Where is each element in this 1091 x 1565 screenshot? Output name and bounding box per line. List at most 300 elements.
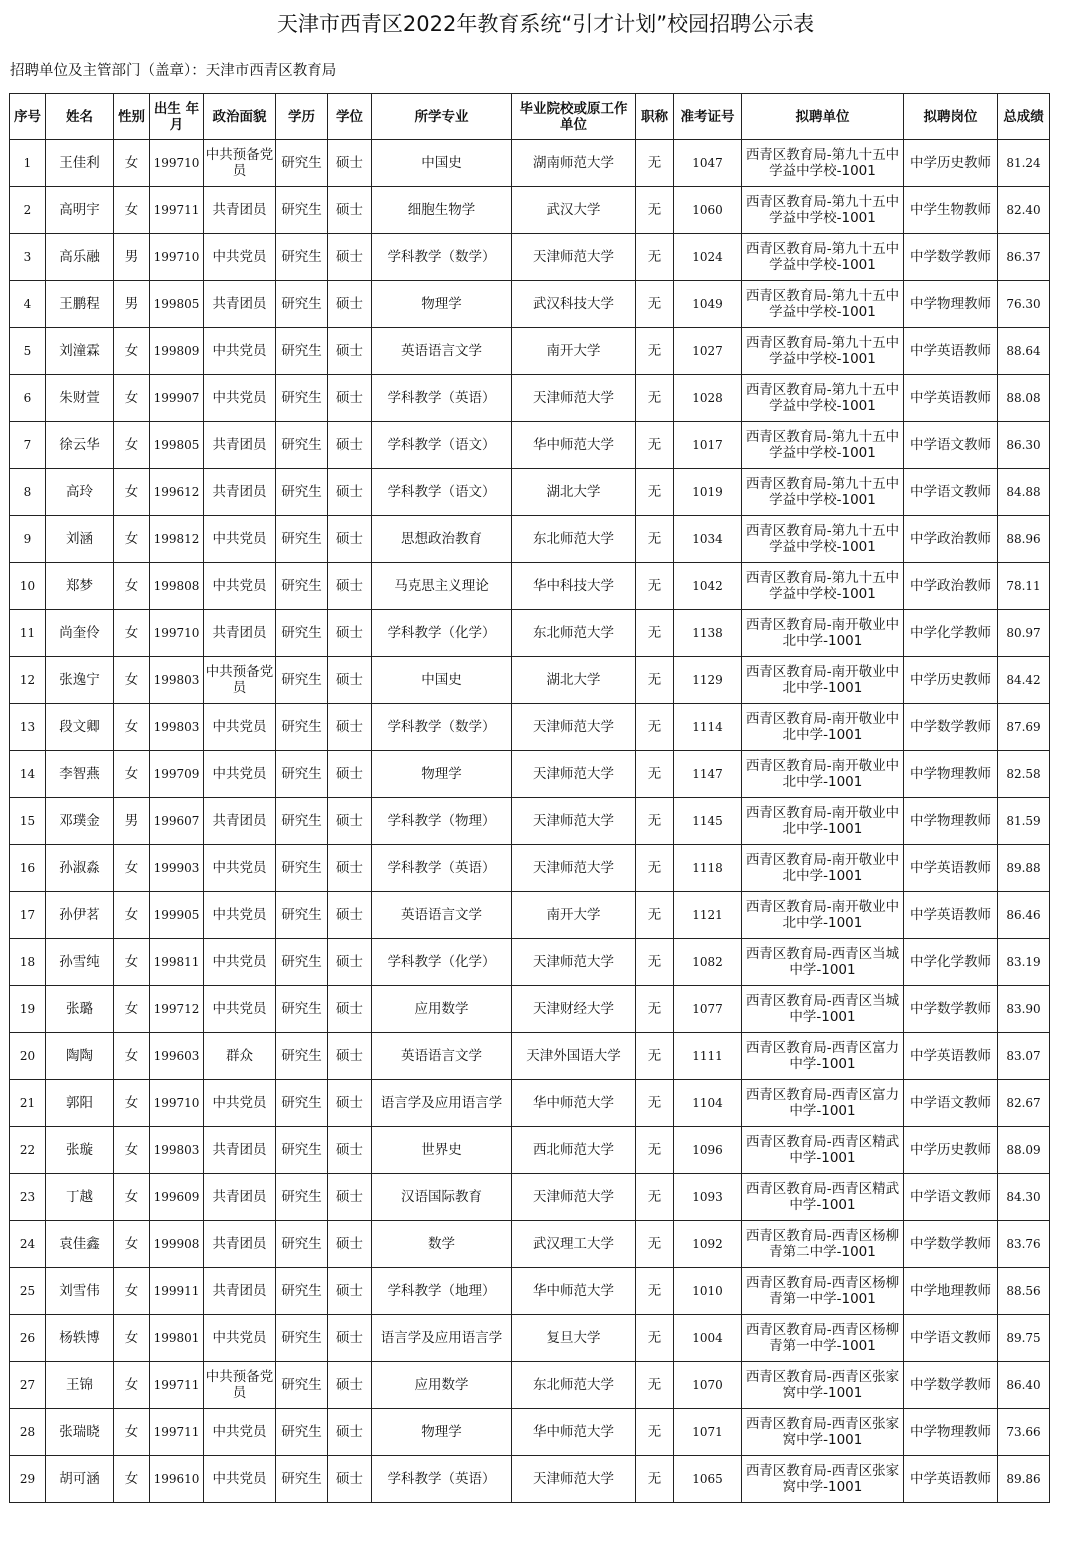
cell-gender: 女 [114,516,150,563]
header-cell: 所学专业 [372,94,512,140]
cell-political-status: 中共党员 [204,328,276,375]
cell-position: 中学数学教师 [904,986,998,1033]
cell-position: 中学历史教师 [904,657,998,704]
header-cell: 学位 [328,94,372,140]
cell-exam-number: 1093 [674,1174,742,1221]
cell-degree: 硕士 [328,234,372,281]
cell-political-status: 群众 [204,1033,276,1080]
cell-degree: 硕士 [328,375,372,422]
cell-name: 刘涵 [46,516,114,563]
cell-index: 4 [10,281,46,328]
header-cell: 姓名 [46,94,114,140]
cell-major: 学科教学（英语） [372,1456,512,1503]
table-row [10,892,1050,939]
cell-exam-number: 1111 [674,1033,742,1080]
recruiting-unit-line: 招聘单位及主管部门（盖章）：天津市西青区教育局 [10,63,337,79]
cell-title: 无 [636,657,674,704]
cell-title: 无 [636,187,674,234]
table-row [10,1456,1050,1503]
cell-degree: 硕士 [328,187,372,234]
cell-score: 83.90 [998,986,1050,1033]
cell-hiring-unit: 西青区教育局-西青区富力中学-1001 [742,1080,904,1127]
cell-score: 81.59 [998,798,1050,845]
cell-score: 76.30 [998,281,1050,328]
table-row [10,281,1050,328]
cell-index: 24 [10,1221,46,1268]
cell-school: 天津师范大学 [512,845,636,892]
cell-birth: 199610 [150,1456,204,1503]
cell-index: 29 [10,1456,46,1503]
cell-gender: 女 [114,1315,150,1362]
cell-education: 研究生 [276,1127,328,1174]
cell-title: 无 [636,1174,674,1221]
cell-birth: 199809 [150,328,204,375]
cell-gender: 女 [114,939,150,986]
cell-major: 中国史 [372,657,512,704]
cell-score: 82.58 [998,751,1050,798]
cell-score: 84.88 [998,469,1050,516]
page-title: 天津市西青区2022年教育系统“引才计划”校园招聘公示表 [276,12,815,36]
cell-degree: 硕士 [328,1268,372,1315]
cell-education: 研究生 [276,1174,328,1221]
cell-degree: 硕士 [328,1315,372,1362]
cell-gender: 男 [114,798,150,845]
table-row [10,610,1050,657]
cell-degree: 硕士 [328,328,372,375]
cell-school: 西北师范大学 [512,1127,636,1174]
cell-birth: 199805 [150,281,204,328]
cell-birth: 199609 [150,1174,204,1221]
cell-title: 无 [636,516,674,563]
cell-major: 细胞生物学 [372,187,512,234]
cell-degree: 硕士 [328,422,372,469]
cell-hiring-unit: 西青区教育局-南开敬业中北中学-1001 [742,704,904,751]
cell-position: 中学英语教师 [904,892,998,939]
cell-birth: 199803 [150,704,204,751]
table-row [10,1315,1050,1362]
cell-political-status: 共青团员 [204,469,276,516]
header-cell: 出生 年月 [150,94,204,140]
cell-name: 高玲 [46,469,114,516]
cell-index: 20 [10,1033,46,1080]
cell-birth: 199709 [150,751,204,798]
cell-political-status: 中共党员 [204,845,276,892]
cell-name: 高乐融 [46,234,114,281]
cell-political-status: 共青团员 [204,281,276,328]
cell-title: 无 [636,1409,674,1456]
cell-education: 研究生 [276,751,328,798]
cell-school: 武汉大学 [512,187,636,234]
cell-education: 研究生 [276,1362,328,1409]
cell-hiring-unit: 西青区教育局-南开敬业中北中学-1001 [742,657,904,704]
cell-title: 无 [636,986,674,1033]
cell-score: 83.07 [998,1033,1050,1080]
cell-name: 高明宇 [46,187,114,234]
header-cell: 毕业院校或原工作单位 [512,94,636,140]
cell-major: 学科教学（语文） [372,422,512,469]
cell-gender: 女 [114,892,150,939]
table-row [10,140,1050,187]
cell-name: 张璐 [46,986,114,1033]
cell-degree: 硕士 [328,1080,372,1127]
cell-birth: 199803 [150,657,204,704]
cell-exam-number: 1065 [674,1456,742,1503]
table-body [10,140,1050,1503]
cell-name: 邓璞金 [46,798,114,845]
cell-degree: 硕士 [328,986,372,1033]
cell-exam-number: 1118 [674,845,742,892]
cell-index: 27 [10,1362,46,1409]
cell-education: 研究生 [276,657,328,704]
table-row [10,798,1050,845]
cell-hiring-unit: 西青区教育局-南开敬业中北中学-1001 [742,892,904,939]
cell-political-status: 中共党员 [204,1080,276,1127]
cell-school: 湖北大学 [512,469,636,516]
cell-gender: 男 [114,281,150,328]
cell-score: 73.66 [998,1409,1050,1456]
cell-major: 英语语言文学 [372,1033,512,1080]
cell-school: 天津师范大学 [512,234,636,281]
cell-exam-number: 1049 [674,281,742,328]
cell-hiring-unit: 西青区教育局-第九十五中学益中学校-1001 [742,422,904,469]
cell-position: 中学物理教师 [904,798,998,845]
cell-gender: 女 [114,1221,150,1268]
cell-birth: 199710 [150,234,204,281]
cell-name: 刘潼霖 [46,328,114,375]
header-cell: 准考证号 [674,94,742,140]
cell-degree: 硕士 [328,281,372,328]
cell-name: 王鹏程 [46,281,114,328]
cell-name: 段文卿 [46,704,114,751]
cell-score: 89.86 [998,1456,1050,1503]
cell-name: 尚奎伶 [46,610,114,657]
cell-school: 天津师范大学 [512,798,636,845]
cell-hiring-unit: 西青区教育局-第九十五中学益中学校-1001 [742,140,904,187]
cell-name: 杨轶博 [46,1315,114,1362]
cell-gender: 女 [114,610,150,657]
cell-education: 研究生 [276,281,328,328]
cell-birth: 199710 [150,140,204,187]
cell-hiring-unit: 西青区教育局-第九十五中学益中学校-1001 [742,281,904,328]
cell-name: 李智燕 [46,751,114,798]
cell-exam-number: 1082 [674,939,742,986]
cell-name: 郭阳 [46,1080,114,1127]
table-row [10,187,1050,234]
cell-index: 18 [10,939,46,986]
cell-birth: 199911 [150,1268,204,1315]
cell-school: 华中师范大学 [512,1409,636,1456]
cell-position: 中学语文教师 [904,1174,998,1221]
cell-school: 武汉科技大学 [512,281,636,328]
cell-position: 中学英语教师 [904,328,998,375]
cell-name: 丁越 [46,1174,114,1221]
cell-index: 1 [10,140,46,187]
cell-gender: 女 [114,1268,150,1315]
cell-index: 19 [10,986,46,1033]
cell-score: 86.30 [998,422,1050,469]
cell-position: 中学英语教师 [904,845,998,892]
cell-school: 天津师范大学 [512,751,636,798]
cell-gender: 女 [114,751,150,798]
cell-school: 天津师范大学 [512,1174,636,1221]
cell-political-status: 中共党员 [204,892,276,939]
cell-birth: 199711 [150,1409,204,1456]
cell-education: 研究生 [276,892,328,939]
cell-political-status: 共青团员 [204,187,276,234]
cell-hiring-unit: 西青区教育局-南开敬业中北中学-1001 [742,610,904,657]
cell-degree: 硕士 [328,798,372,845]
cell-position: 中学语文教师 [904,422,998,469]
cell-score: 84.42 [998,657,1050,704]
cell-political-status: 中共党员 [204,1456,276,1503]
cell-degree: 硕士 [328,939,372,986]
cell-birth: 199801 [150,1315,204,1362]
cell-school: 南开大学 [512,328,636,375]
cell-political-status: 中共党员 [204,1315,276,1362]
cell-score: 84.30 [998,1174,1050,1221]
cell-school: 湖北大学 [512,657,636,704]
cell-school: 天津外国语大学 [512,1033,636,1080]
cell-education: 研究生 [276,610,328,657]
cell-school: 东北师范大学 [512,1362,636,1409]
cell-score: 86.40 [998,1362,1050,1409]
cell-exam-number: 1070 [674,1362,742,1409]
cell-name: 王锦 [46,1362,114,1409]
cell-degree: 硕士 [328,1456,372,1503]
header-row [10,94,1050,140]
cell-exam-number: 1104 [674,1080,742,1127]
cell-political-status: 中共党员 [204,704,276,751]
cell-index: 3 [10,234,46,281]
cell-school: 复旦大学 [512,1315,636,1362]
cell-degree: 硕士 [328,1174,372,1221]
table-row [10,1221,1050,1268]
cell-name: 陶陶 [46,1033,114,1080]
cell-hiring-unit: 西青区教育局-西青区张家窝中学-1001 [742,1362,904,1409]
cell-gender: 男 [114,234,150,281]
cell-exam-number: 1027 [674,328,742,375]
cell-position: 中学数学教师 [904,1362,998,1409]
cell-major: 学科教学（地理） [372,1268,512,1315]
cell-education: 研究生 [276,563,328,610]
cell-index: 22 [10,1127,46,1174]
cell-title: 无 [636,751,674,798]
cell-major: 学科教学（语文） [372,469,512,516]
cell-position: 中学语文教师 [904,469,998,516]
cell-exam-number: 1060 [674,187,742,234]
cell-political-status: 共青团员 [204,610,276,657]
cell-school: 武汉理工大学 [512,1221,636,1268]
cell-position: 中学物理教师 [904,1409,998,1456]
cell-position: 中学数学教师 [904,234,998,281]
cell-gender: 女 [114,1080,150,1127]
cell-exam-number: 1077 [674,986,742,1033]
cell-position: 中学英语教师 [904,375,998,422]
cell-education: 研究生 [276,187,328,234]
cell-gender: 女 [114,375,150,422]
cell-position: 中学英语教师 [904,1456,998,1503]
header-cell: 学历 [276,94,328,140]
cell-position: 中学历史教师 [904,1127,998,1174]
cell-index: 11 [10,610,46,657]
cell-index: 26 [10,1315,46,1362]
cell-title: 无 [636,1033,674,1080]
cell-major: 物理学 [372,281,512,328]
cell-position: 中学数学教师 [904,704,998,751]
cell-school: 华中师范大学 [512,422,636,469]
cell-school: 南开大学 [512,892,636,939]
cell-major: 学科教学（数学） [372,234,512,281]
cell-exam-number: 1114 [674,704,742,751]
cell-index: 8 [10,469,46,516]
table-row [10,1362,1050,1409]
table-row [10,1268,1050,1315]
cell-major: 学科教学（物理） [372,798,512,845]
cell-gender: 女 [114,328,150,375]
cell-political-status: 共青团员 [204,798,276,845]
cell-education: 研究生 [276,234,328,281]
cell-hiring-unit: 西青区教育局-第九十五中学益中学校-1001 [742,563,904,610]
cell-birth: 199710 [150,610,204,657]
cell-score: 88.96 [998,516,1050,563]
cell-degree: 硕士 [328,1362,372,1409]
cell-major: 学科教学（英语） [372,375,512,422]
cell-major: 语言学及应用语言学 [372,1080,512,1127]
cell-exam-number: 1147 [674,751,742,798]
table-row [10,328,1050,375]
cell-major: 应用数学 [372,986,512,1033]
cell-political-status: 中共党员 [204,516,276,563]
table-row [10,1409,1050,1456]
cell-title: 无 [636,1127,674,1174]
table-row [10,704,1050,751]
cell-position: 中学化学教师 [904,610,998,657]
cell-political-status: 中共党员 [204,1409,276,1456]
cell-title: 无 [636,140,674,187]
cell-degree: 硕士 [328,845,372,892]
cell-title: 无 [636,1221,674,1268]
cell-degree: 硕士 [328,892,372,939]
cell-school: 湖南师范大学 [512,140,636,187]
cell-title: 无 [636,281,674,328]
cell-hiring-unit: 西青区教育局-西青区张家窝中学-1001 [742,1456,904,1503]
cell-degree: 硕士 [328,1221,372,1268]
cell-birth: 199803 [150,1127,204,1174]
cell-title: 无 [636,469,674,516]
cell-degree: 硕士 [328,1409,372,1456]
cell-exam-number: 1145 [674,798,742,845]
cell-index: 5 [10,328,46,375]
cell-birth: 199607 [150,798,204,845]
cell-gender: 女 [114,1409,150,1456]
cell-exam-number: 1096 [674,1127,742,1174]
header-cell: 序号 [10,94,46,140]
cell-gender: 女 [114,1033,150,1080]
cell-position: 中学历史教师 [904,140,998,187]
cell-title: 无 [636,704,674,751]
cell-political-status: 中共党员 [204,939,276,986]
cell-name: 王佳利 [46,140,114,187]
cell-score: 88.64 [998,328,1050,375]
table-row [10,563,1050,610]
header-cell: 拟聘岗位 [904,94,998,140]
cell-major: 学科教学（数学） [372,704,512,751]
table-row [10,234,1050,281]
cell-score: 86.37 [998,234,1050,281]
cell-index: 14 [10,751,46,798]
cell-hiring-unit: 西青区教育局-西青区张家窝中学-1001 [742,1409,904,1456]
cell-position: 中学政治教师 [904,516,998,563]
cell-gender: 女 [114,469,150,516]
cell-position: 中学数学教师 [904,1221,998,1268]
cell-education: 研究生 [276,516,328,563]
cell-score: 87.69 [998,704,1050,751]
cell-gender: 女 [114,1456,150,1503]
header-cell: 拟聘单位 [742,94,904,140]
header-cell: 政治面貌 [204,94,276,140]
cell-title: 无 [636,892,674,939]
cell-birth: 199805 [150,422,204,469]
cell-major: 英语语言文学 [372,328,512,375]
table-row [10,986,1050,1033]
cell-degree: 硕士 [328,469,372,516]
cell-education: 研究生 [276,140,328,187]
header-cell: 职称 [636,94,674,140]
cell-position: 中学语文教师 [904,1080,998,1127]
cell-political-status: 中共党员 [204,375,276,422]
cell-birth: 199811 [150,939,204,986]
cell-position: 中学英语教师 [904,1033,998,1080]
cell-title: 无 [636,234,674,281]
cell-score: 82.67 [998,1080,1050,1127]
cell-hiring-unit: 西青区教育局-西青区精武中学-1001 [742,1127,904,1174]
cell-degree: 硕士 [328,657,372,704]
table-row [10,657,1050,704]
cell-degree: 硕士 [328,563,372,610]
cell-birth: 199905 [150,892,204,939]
cell-major: 应用数学 [372,1362,512,1409]
cell-school: 华中师范大学 [512,1080,636,1127]
cell-education: 研究生 [276,845,328,892]
cell-exam-number: 1121 [674,892,742,939]
cell-title: 无 [636,328,674,375]
cell-hiring-unit: 西青区教育局-第九十五中学益中学校-1001 [742,187,904,234]
cell-gender: 女 [114,657,150,704]
cell-index: 13 [10,704,46,751]
cell-position: 中学物理教师 [904,281,998,328]
cell-degree: 硕士 [328,516,372,563]
cell-index: 9 [10,516,46,563]
cell-major: 汉语国际教育 [372,1174,512,1221]
cell-education: 研究生 [276,798,328,845]
cell-birth: 199711 [150,187,204,234]
cell-school: 华中师范大学 [512,1268,636,1315]
cell-school: 天津财经大学 [512,986,636,1033]
cell-major: 学科教学（英语） [372,845,512,892]
cell-title: 无 [636,375,674,422]
cell-hiring-unit: 西青区教育局-第九十五中学益中学校-1001 [742,234,904,281]
table-row [10,516,1050,563]
cell-major: 数学 [372,1221,512,1268]
cell-name: 朱财萱 [46,375,114,422]
table-row [10,751,1050,798]
cell-title: 无 [636,1268,674,1315]
cell-birth: 199903 [150,845,204,892]
cell-hiring-unit: 西青区教育局-第九十五中学益中学校-1001 [742,328,904,375]
cell-major: 物理学 [372,1409,512,1456]
cell-position: 中学物理教师 [904,751,998,798]
cell-hiring-unit: 西青区教育局-第九十五中学益中学校-1001 [742,375,904,422]
